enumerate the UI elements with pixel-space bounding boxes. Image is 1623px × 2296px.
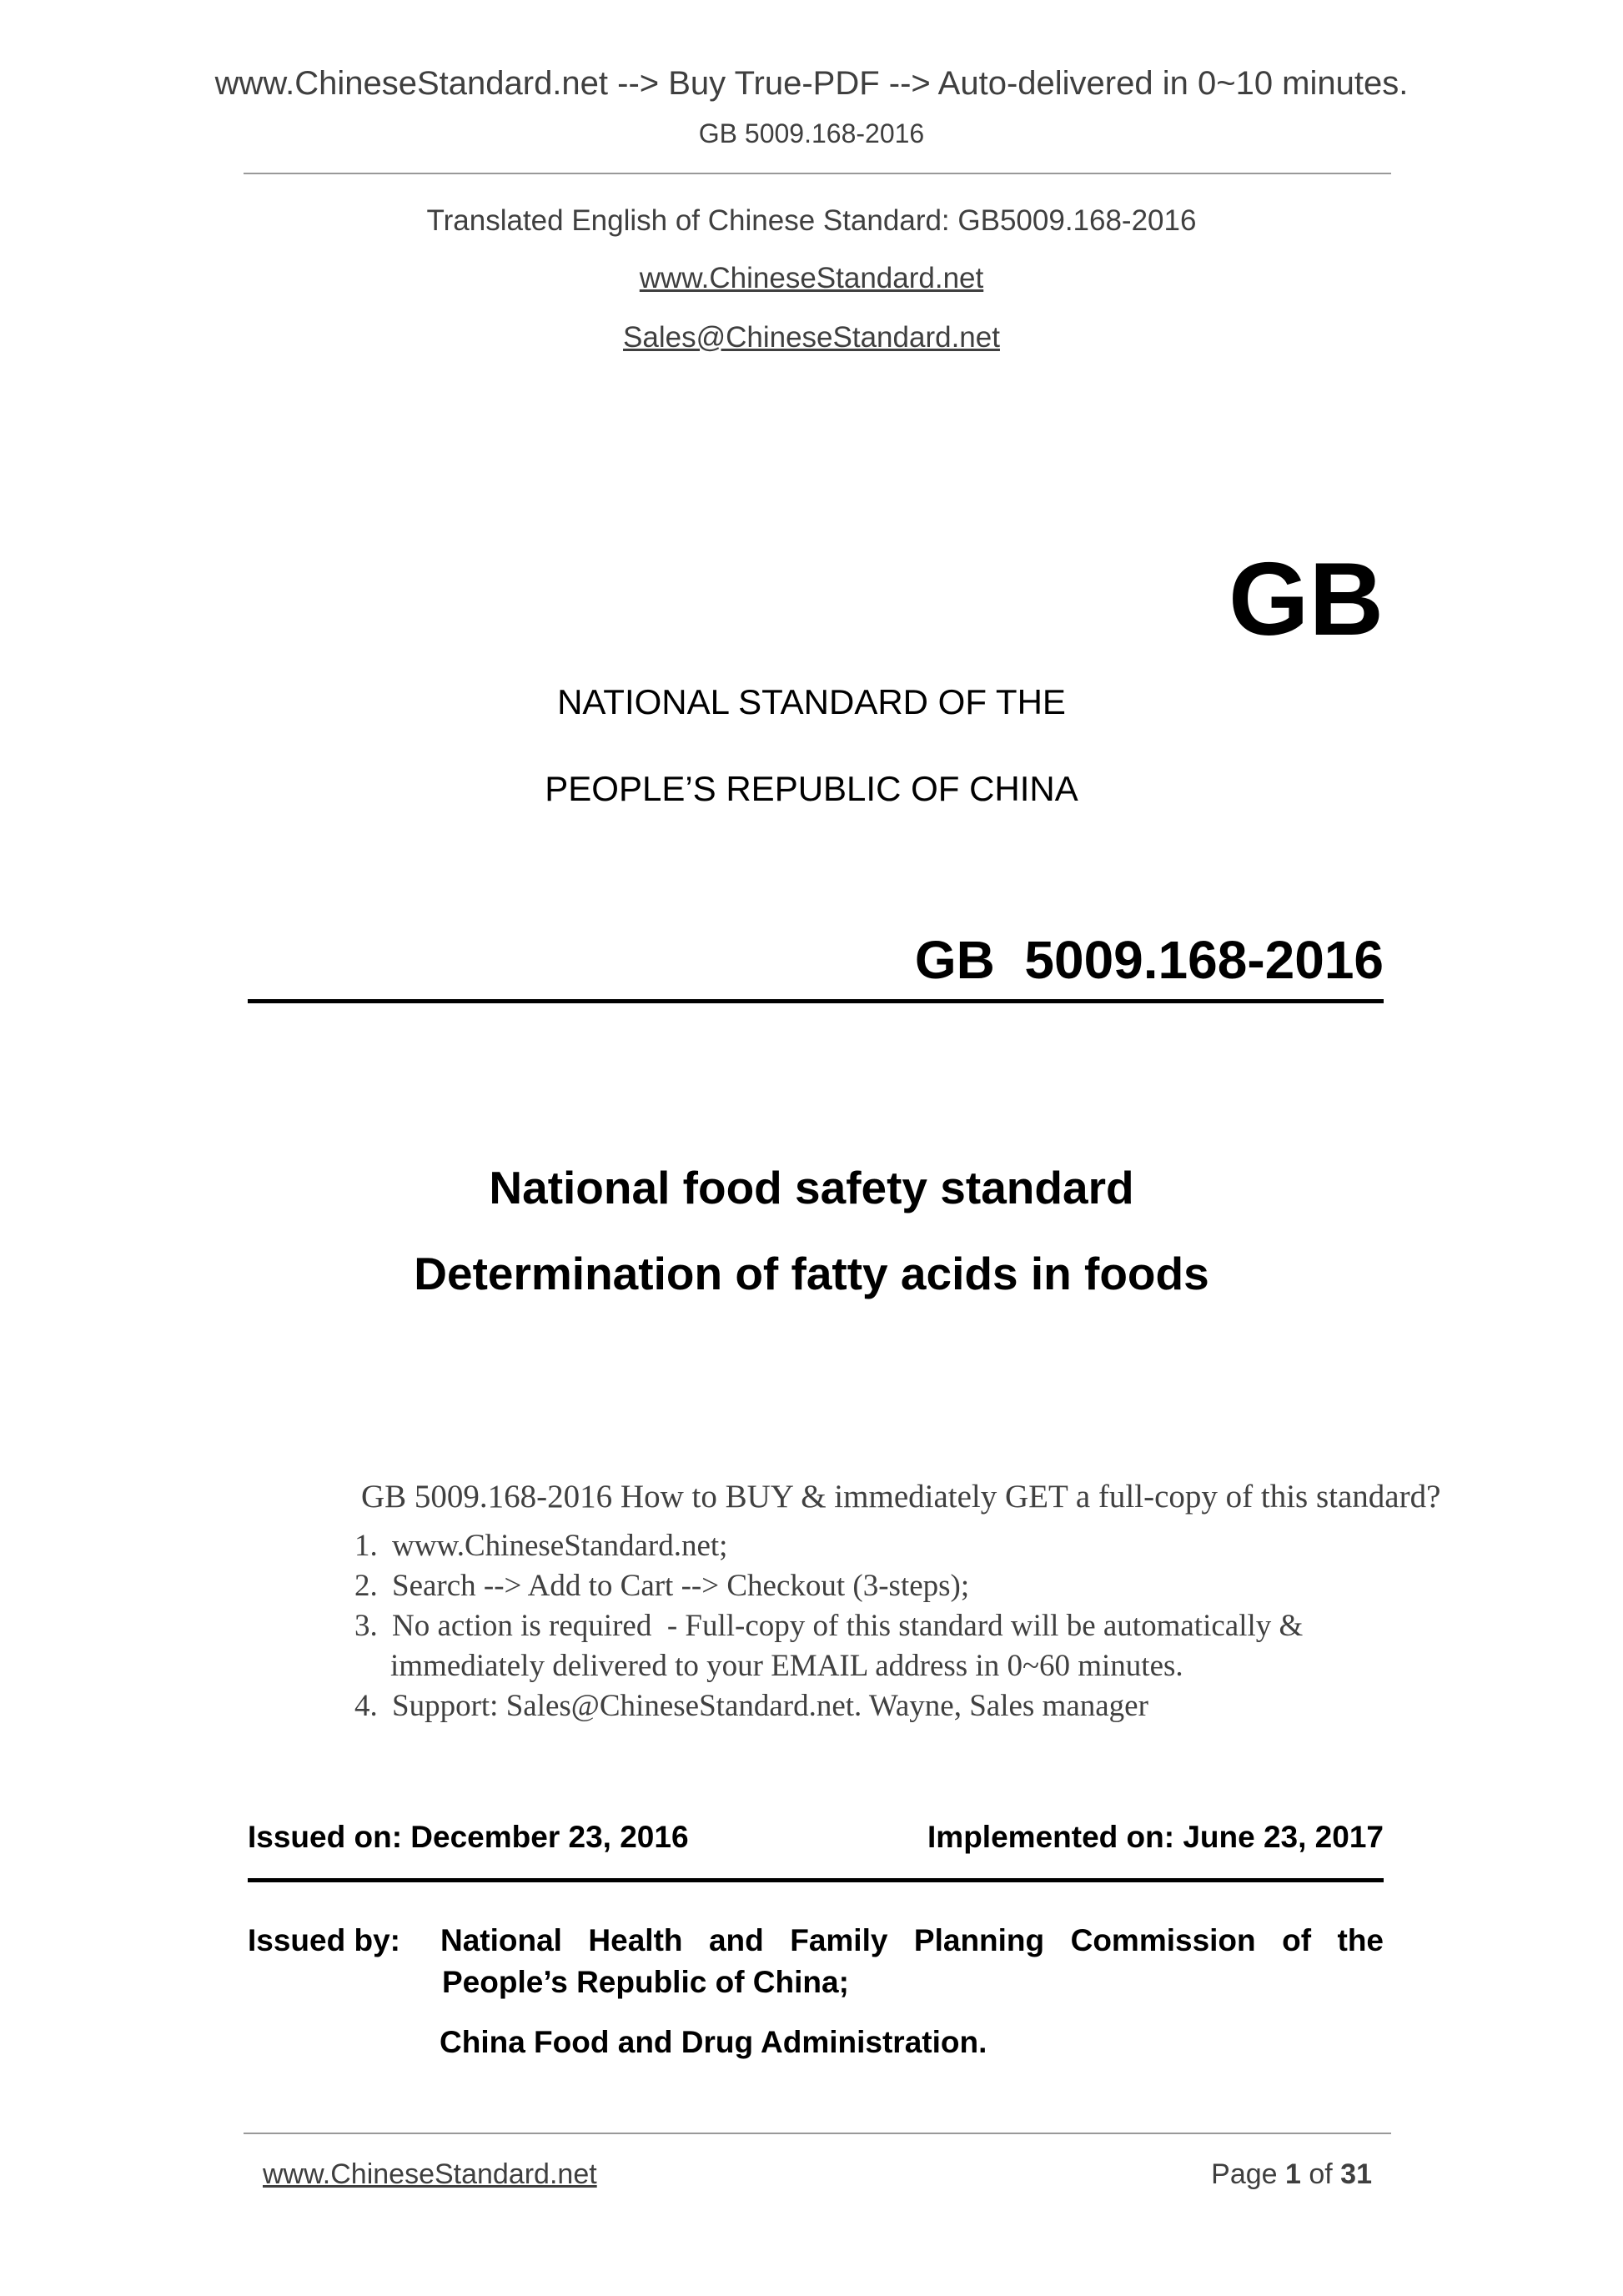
buy-step: 3. No action is required - Full-copy of this standard will be automatically &	[354, 1609, 1304, 1643]
footer-divider	[244, 2133, 1391, 2134]
email-link[interactable]: Sales@ChineseStandard.net	[623, 321, 1000, 354]
buy-step: 1. www.ChineseStandard.net;	[354, 1529, 728, 1563]
title-line2: Determination of fatty acids in foods	[414, 1248, 1209, 1299]
title-line1: National food safety standard	[489, 1162, 1134, 1213]
buy-step: 2. Search --> Add to Cart --> Checkout (3-steps);	[354, 1569, 970, 1603]
translated-note: Translated English of Chinese Standard: GB5009.168-2016	[426, 204, 1197, 237]
dates-rule	[248, 1878, 1384, 1882]
header-doc-code: GB 5009.168-2016	[698, 118, 925, 148]
buy-step-continuation: immediately delivered to your EMAIL address in 0~60 minutes.	[390, 1649, 1183, 1683]
issued-by-label: Issued by:	[248, 1923, 400, 1957]
website-link[interactable]: www.ChineseStandard.net	[639, 262, 984, 294]
national-standard-line2: PEOPLE’S REPUBLIC OF CHINA	[545, 769, 1078, 808]
buy-steps-list	[354, 1526, 1303, 1726]
standard-number-rule	[248, 999, 1384, 1003]
issued-on-date: Issued on: December 23, 2016	[248, 1820, 689, 1854]
page-current: 1	[1285, 2158, 1301, 2190]
page-total: 31	[1340, 2158, 1372, 2190]
implemented-on-date: Implemented on: June 23, 2017	[927, 1820, 1384, 1854]
buy-box-heading: GB 5009.168-2016 How to BUY & immediately GET a full-copy of this standard?	[361, 1479, 1441, 1515]
gb-logo: GB	[1229, 542, 1384, 657]
issuer-line3: China Food and Drug Administration.	[440, 2025, 987, 2059]
footer-website-link[interactable]: www.ChineseStandard.net	[263, 2158, 597, 2190]
national-standard-line1: NATIONAL STANDARD OF THE	[557, 682, 1066, 721]
page-indicator: Page 1 of 31	[1211, 2158, 1372, 2190]
issuer-line2: People’s Republic of China;	[442, 1965, 849, 1999]
buy-step: 4. Support: Sales@ChineseStandard.net. Wayne, Sales manager	[354, 1689, 1148, 1723]
header-divider	[244, 173, 1391, 174]
issuer-line1: National Health and Family Planning Commission of the	[440, 1923, 1384, 1957]
header-banner: www.ChineseStandard.net --> Buy True-PDF --> Auto-delivered in 0~10 minutes.	[214, 65, 1409, 102]
standard-number: GB 5009.168-2016	[914, 930, 1384, 990]
